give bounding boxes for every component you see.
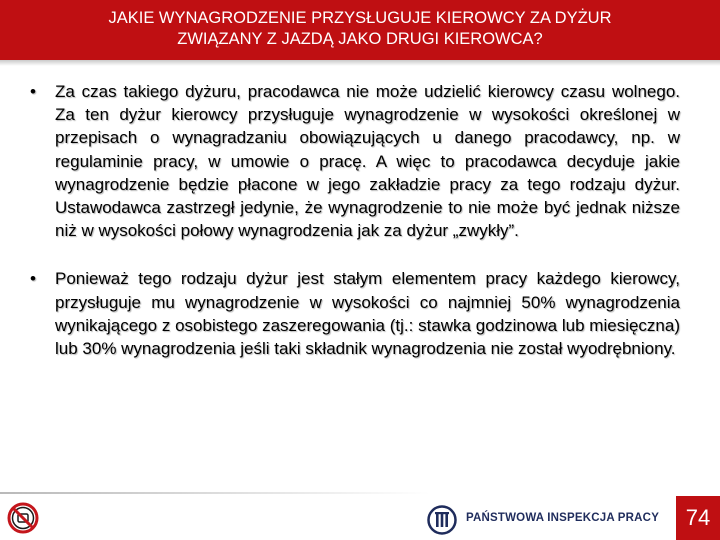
slide-title bbox=[0, 0, 720, 60]
no-entry-sign-icon bbox=[7, 502, 39, 534]
page-number: 74 bbox=[676, 496, 720, 540]
bullet-item bbox=[30, 80, 680, 242]
title-shadow bbox=[0, 60, 720, 66]
title-line-1: JAKIE WYNAGRODZENIE PRZYSŁUGUJE KIEROWCY ZA DYŻUR bbox=[108, 9, 612, 27]
pip-logo-icon bbox=[427, 505, 457, 535]
bullet-text: Ponieważ tego rodzaju dyżur jest stałym elementem pracy każdego kierowcy, przysługuje mu wynagrodzenie w wysokości co najmniej 50% wynagrodzenia wynikającego z osobistego zaszeregowania (tj.: stawka godzinowa lub miesięczna) lub 30% wynagrodzenia jeśli taki składnik wynagrodzenia nie został wyodrębniony. bbox=[55, 269, 680, 359]
organization-name: PAŃSTWOWA INSPEKCJA PRACY bbox=[466, 512, 660, 524]
bullet-dot: • bbox=[30, 269, 36, 289]
slide-content bbox=[30, 80, 680, 385]
footer-divider bbox=[0, 492, 430, 494]
title-line-2: ZWIĄZANY Z JAZDĄ JAKO DRUGI KIEROWCA? bbox=[177, 30, 543, 48]
bullet-item bbox=[30, 267, 680, 360]
bullet-text: Za czas takiego dyżuru, pracodawca nie może udzielić kierowcy czasu wolnego. Za ten dyżur kierowcy przysługuje wynagrodzenie w wysokości określonej w przepisach o wynagradzaniu obowiązujących u danego pracodawcy, np. w regulaminie pracy, w umowie o pracę. A więc to pracodawca decyduje jakie wynagrodzenie będzie płacone w jego zakładzie pracy za tego rodzaju dyżur. Ustawodawca zastrzegł jedynie, że wynagrodzenie to nie może być jednak niższe niż w wysokości połowy wynagrodzenia jak za dyżur „zwykły”. bbox=[55, 82, 680, 241]
bullet-dot: • bbox=[30, 82, 36, 101]
